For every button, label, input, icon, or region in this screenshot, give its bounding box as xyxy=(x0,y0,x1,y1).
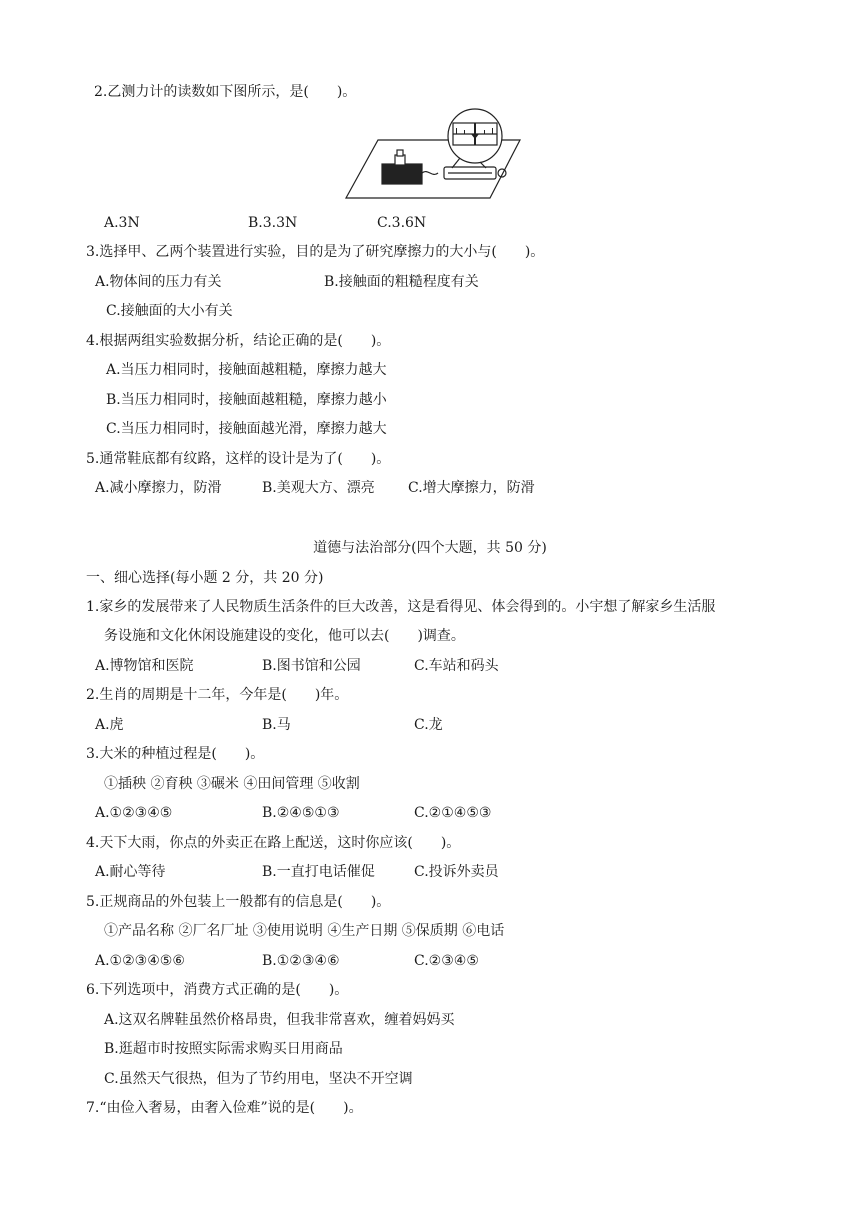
eth-q5-option-a[interactable]: A.①②③④⑤⑥ xyxy=(95,953,185,969)
sci-q3-option-a[interactable]: A.物体间的压力有关 xyxy=(95,274,222,290)
eth-q5-option-b[interactable]: B.①②③④⑥ xyxy=(262,953,340,969)
eth-q7-stem: 7.“由俭入奢易，由奢入俭难”说的是( )。 xyxy=(86,1100,363,1116)
sci-q3-option-b[interactable]: B.接触面的粗糙程度有关 xyxy=(324,274,479,290)
sci-q5-option-a[interactable]: A.减小摩擦力，防滑 xyxy=(95,480,222,496)
eth-q5-items: ①产品名称 ②厂名厂址 ③使用说明 ④生产日期 ⑤保质期 ⑥电话 xyxy=(104,923,505,939)
sci-q4-option-b[interactable]: B.当压力相同时，接触面越粗糙，摩擦力越小 xyxy=(106,392,387,408)
eth-q1-option-c[interactable]: C.车站和码头 xyxy=(414,658,499,674)
eth-q6-option-a[interactable]: A.这双名牌鞋虽然价格昂贵，但我非常喜欢，缠着妈妈买 xyxy=(104,1012,455,1028)
eth-q4-option-c[interactable]: C.投诉外卖员 xyxy=(414,864,499,880)
eth-q2-stem: 2.生肖的周期是十二年，今年是( )年。 xyxy=(86,687,349,703)
eth-q2-option-a[interactable]: A.虎 xyxy=(95,717,124,733)
eth-q4-stem: 4.天下大雨，你点的外卖正在路上配送，这时你应该( )。 xyxy=(86,835,461,851)
eth-q2-option-c[interactable]: C.龙 xyxy=(414,717,443,733)
sci-q4-option-a[interactable]: A.当压力相同时，接触面越粗糙，摩擦力越大 xyxy=(106,362,387,378)
eth-q4-option-b[interactable]: B.一直打电话催促 xyxy=(262,864,375,880)
eth-q3-items: ①插秧 ②育秧 ③碾米 ④田间管理 ⑤收割 xyxy=(104,776,360,792)
sci-q3-option-c[interactable]: C.接触面的大小有关 xyxy=(106,303,233,319)
eth-q1-option-b[interactable]: B.图书馆和公园 xyxy=(262,658,361,674)
spring-scale-figure xyxy=(340,108,525,203)
eth-q4-option-a[interactable]: A.耐心等待 xyxy=(95,864,166,880)
eth-q6-stem: 6.下列选项中，消费方式正确的是( )。 xyxy=(86,982,349,998)
sci-q4-stem: 4.根据两组实验数据分析，结论正确的是( )。 xyxy=(86,333,391,349)
eth-q1-option-a[interactable]: A.博物馆和医院 xyxy=(95,658,194,674)
eth-q5-stem: 5.正规商品的外包装上一般都有的信息是( )。 xyxy=(86,894,391,910)
sci-q2-option-c[interactable]: C.3.6N xyxy=(377,215,427,231)
eth-q3-stem: 3.大米的种植过程是( )。 xyxy=(86,746,265,762)
sci-q2-stem: 2.乙测力计的读数如下图所示，是( )。 xyxy=(94,84,357,100)
eth-q5-option-c[interactable]: C.②③④⑤ xyxy=(414,953,479,969)
eth-q1-stem-line2: 务设施和文化休闲设施建设的变化，他可以去( )调查。 xyxy=(104,628,465,644)
eth-q3-option-b[interactable]: B.②④⑤①③ xyxy=(262,805,340,821)
sci-q5-option-b[interactable]: B.美观大方、漂亮 xyxy=(262,480,375,496)
sci-q5-option-c[interactable]: C.增大摩擦力，防滑 xyxy=(408,480,535,496)
eth-q1-stem-line1: 1.家乡的发展带来了人民物质生活条件的巨大改善，这是看得见、体会得到的。小宇想了解家乡生活服 xyxy=(86,599,716,615)
eth-q3-option-c[interactable]: C.②①④⑤③ xyxy=(414,805,492,821)
sci-q3-stem: 3.选择甲、乙两个装置进行实验，目的是为了研究摩擦力的大小与( )。 xyxy=(86,244,545,260)
sci-q2-option-b[interactable]: B.3.3N xyxy=(248,215,298,231)
sci-q4-option-c[interactable]: C.当压力相同时，接触面越光滑，摩擦力越大 xyxy=(106,421,387,437)
ethics-part1-heading: 一、细心选择(每小题 2 分，共 20 分) xyxy=(86,570,324,586)
eth-q6-option-c[interactable]: C.虽然天气很热，但为了节约用电，坚决不开空调 xyxy=(104,1071,413,1087)
sci-q5-stem: 5.通常鞋底都有纹路，这样的设计是为了( )。 xyxy=(86,451,391,467)
ethics-section-title: 道德与法治部分(四个大题，共 50 分) xyxy=(313,540,547,556)
sci-q2-option-a[interactable]: A.3N xyxy=(104,215,140,231)
eth-q2-option-b[interactable]: B.马 xyxy=(262,717,291,733)
eth-q6-option-b[interactable]: B.逛超市时按照实际需求购买日用商品 xyxy=(104,1041,343,1057)
eth-q3-option-a[interactable]: A.①②③④⑤ xyxy=(95,805,173,821)
